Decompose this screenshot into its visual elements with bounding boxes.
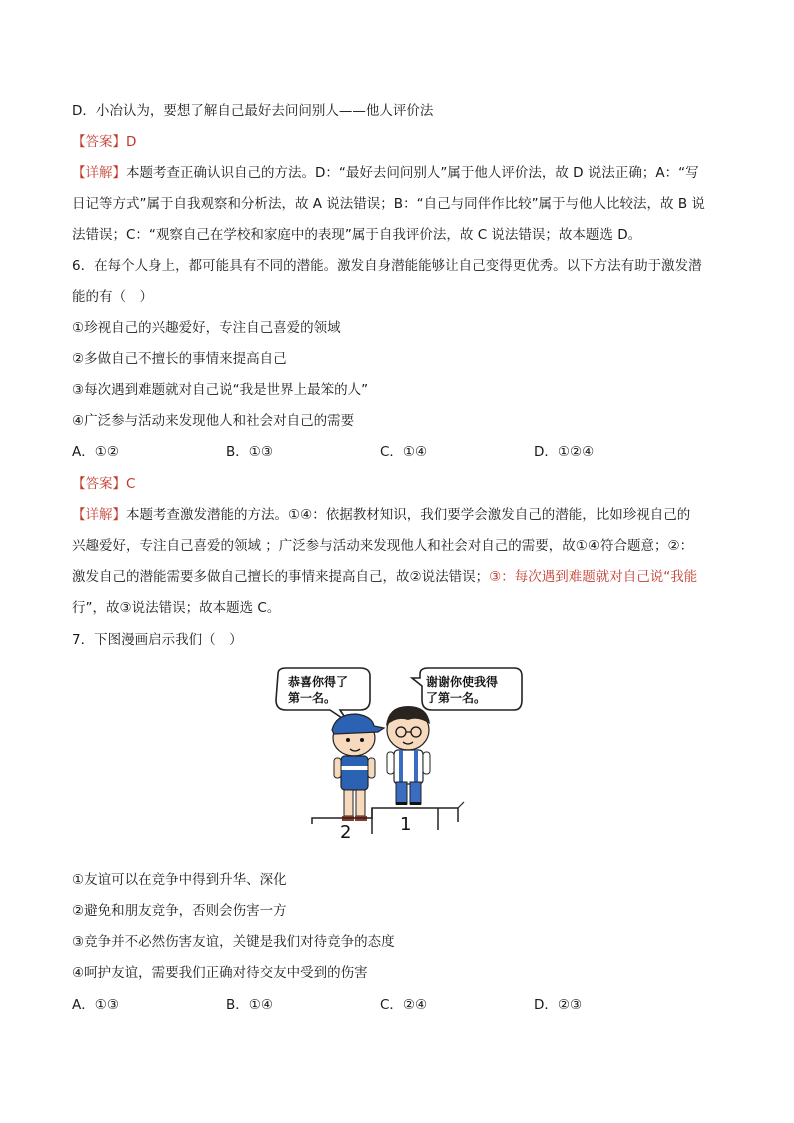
choice-d[interactable]: D．①②④ <box>534 444 595 460</box>
q6-detail-line: 激发自己的潜能需要多做自己擅长的事情来提高自己，故②说法错误；③：每次遇到难题就对自己说“我能 <box>72 569 698 585</box>
bubble-text: 了第一名。 <box>426 691 487 705</box>
q6-detail-line: 【详解】本题考查激发潜能的方法。①④：依据教材知识，我们要学会激发自己的潜能，比如珍视自己的 <box>72 507 691 523</box>
q7-stem: 7．下图漫画启示我们（ ） <box>72 632 243 648</box>
choice-a[interactable]: A．①③ <box>72 997 119 1013</box>
q6-detail-line: 兴趣爱好，专注自己喜爱的领域 ；广泛参与活动来发现他人和社会对自己的需要，故①④符合题意；②： <box>72 538 694 554</box>
bubble-text: 谢谢你使我得 <box>426 675 499 689</box>
q7-statement: ③竞争并不必然伤害友谊，关键是我们对待竞争的态度 <box>72 934 395 950</box>
boy-with-cap <box>332 714 384 821</box>
q5-detail-line: 【详解】本题考查正确认识自己的方法。D：“最好去问问别人”属于他人评价法，故 D 说法正确；A：“写 <box>72 165 699 181</box>
q7-statement: ②避免和朋友竞争，否则会伤害一方 <box>72 903 287 919</box>
answer-value: D <box>126 134 137 150</box>
choice-a[interactable]: A．①② <box>72 444 119 460</box>
q6-answer <box>72 474 135 494</box>
q5-option-d: D．小冶认为，要想了解自己最好去问问别人——他人评价法 <box>72 103 434 119</box>
q7-statement: ①友谊可以在竞争中得到升华、深化 <box>72 872 287 888</box>
bubble-text: 第一名。 <box>288 691 337 705</box>
q7-statement: ④呵护友谊，需要我们正确对待交友中受到的伤害 <box>72 965 368 981</box>
boy-with-glasses <box>386 706 430 805</box>
q5-detail-line: 法错误；C：“观察自己在学校和家庭中的表现”属于自我评价法，故 C 说法错误；故本题选 D。 <box>72 227 642 243</box>
podium <box>312 802 464 843</box>
detail-label: 【详解】 <box>72 507 126 523</box>
answer-value: C <box>126 476 136 492</box>
choice-b[interactable]: B．①③ <box>226 444 273 460</box>
podium-label-second: 2 <box>340 822 352 843</box>
detail-label: 【详解】 <box>72 165 126 181</box>
choice-d[interactable]: D．②③ <box>534 997 583 1013</box>
q6-stem: 6．在每个人身上，都可能具有不同的潜能。激发自身潜能能够让自己变得更优秀。以下方法有助于激发潜 <box>72 258 702 274</box>
q6-statement: ①珍视自己的兴趣爱好，专注自己喜爱的领域 <box>72 320 341 336</box>
choice-c[interactable]: C．①④ <box>380 444 428 460</box>
q6-statement: ②多做自己不擅长的事情来提高自己 <box>72 351 287 367</box>
right-speech-bubble <box>412 668 522 710</box>
choice-c[interactable]: C．②④ <box>380 997 428 1013</box>
answer-label: 【答案】 <box>72 476 126 492</box>
comic-illustration <box>268 662 530 844</box>
answer-label: 【答案】 <box>72 134 126 150</box>
q5-detail-line: 日记等方式”属于自我观察和分析法，故 A 说法错误；B：“自己与同伴作比较”属于与他人比较法，故 B 说 <box>72 196 705 212</box>
choice-b[interactable]: B．①④ <box>226 997 273 1013</box>
podium-label-first: 1 <box>400 814 412 835</box>
highlight-text: ③：每次遇到难题就对自己说“我能 <box>489 569 698 585</box>
q6-statement: ④广泛参与活动来发现他人和社会对自己的需要 <box>72 413 355 429</box>
q5-answer <box>72 132 136 152</box>
q6-stem: 能的有（ ） <box>72 289 153 305</box>
bubble-text: 恭喜你得了 <box>288 675 349 689</box>
q6-detail-line: 行”，故③说法错误；故本题选 C。 <box>72 600 281 616</box>
q6-statement: ③每次遇到难题就对自己说“我是世界上最笨的人” <box>72 382 369 398</box>
